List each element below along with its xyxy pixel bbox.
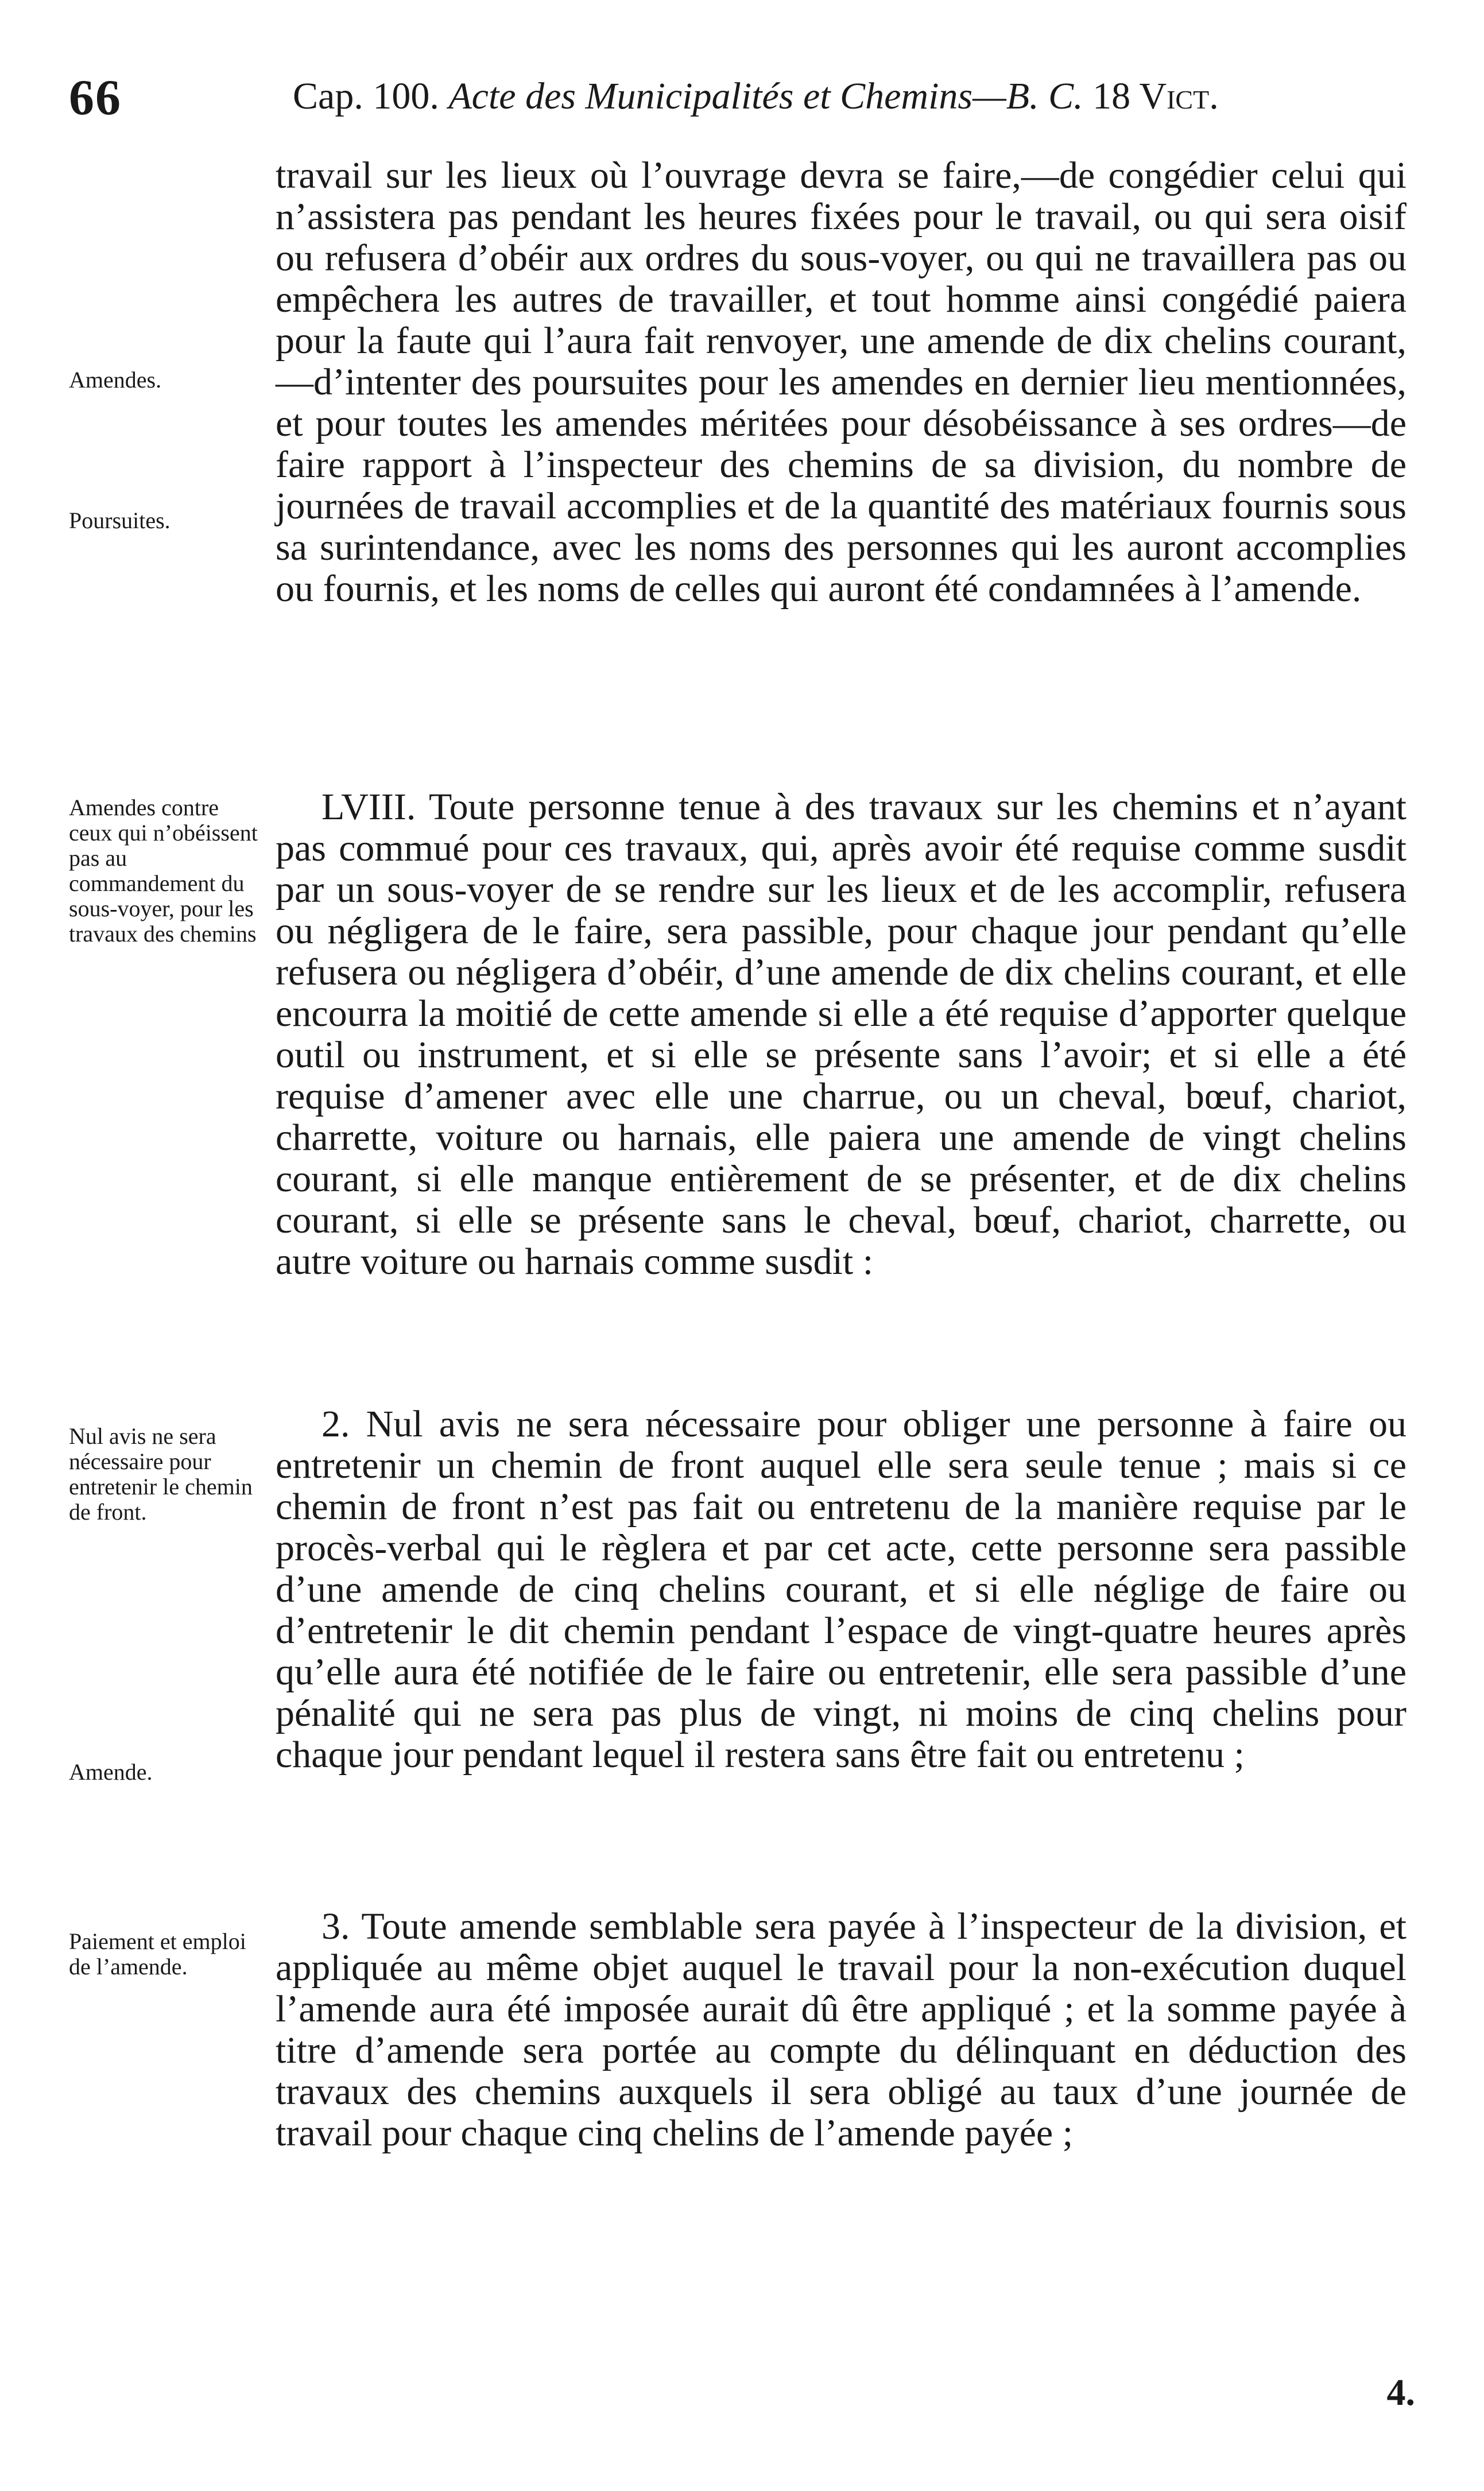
subsection-2 [276, 1404, 1406, 1776]
body-continuation [276, 155, 1406, 610]
paragraph-section-lviii: LVIII. Toute personne tenue à des travaux sur les chemins et n’ayant pas commué pour ces travaux, qui, après avoir été requise comme susdit par un sous-voyer de se rendre sur les lieux et de les accomplir, refusera ou négligera de le faire, sera passible, pour chaque jour pendant qu’elle refusera ou négligera d’obéir, d’une amende de dix chelins courant, et elle encourra la moitié de cette amende si elle a été requise d’apporter quelque outil ou instrument, et si elle se présente sans l’avoir; et si elle a été requise d’amener avec elle une charrue, ou un cheval, bœuf, chariot, charrette, voiture ou harnais, elle paiera une amende de vingt chelins courant, si elle manque entièrement de se présenter, et de dix chelins courant, si elle se présente sans le cheval, bœuf, chariot, charrette, ou autre voiture ou harnais comme susdit : [276, 786, 1406, 1283]
running-head [293, 75, 1219, 118]
paragraph-subsection-3: 3. Toute amende semblable sera payée à l’inspecteur de la division, et appliquée au même objet auquel le travail pour la non-exécution duquel l’amende aura été imposée aurait dû être appliqué ; et la somme payée à titre d’amende sera portée au compte du délinquant en déduction des travaux des chemins auxquels il sera obligé au taux d’une journée de travail pour chaque cinq chelins de l’amende payée ; [276, 1905, 1406, 2154]
margin-note-paiement: Paiement et emploi de l’amende. [69, 1928, 246, 1979]
page-number: 66 [69, 70, 122, 126]
page-header [69, 69, 1412, 132]
margin-note-amendes: Amendes. [69, 367, 162, 393]
paragraph-subsection-2: 2. Nul avis ne sera nécessaire pour obliger une personne à faire ou entretenir un chemin de front auquel elle sera seule tenue ; mais si ce chemin de front n’est pas fait ou entretenu de la manière requise par le procès-verbal qui le règlera et par cet acte, cette personne sera passible d’une amende de cinq chelins courant, et si elle néglige de faire ou d’entretenir le dit chemin pendant l’espace de vingt-quatre heures après qu’elle aura été notifiée de le faire ou entretenir, elle sera passible d’une pénalité qui ne sera pas plus de vingt, ni moins de cinq chelins pour chaque jour pendant lequel il restera sans être fait ou entretenu ; [276, 1403, 1406, 1776]
reign-label: 18 Vict. [1092, 75, 1219, 117]
paragraph-continuation: travail sur les lieux où l’ouvrage devra se faire,—de congédier celui qui n’assistera pas pendant les heures fixées pour le travail, ou qui sera oisif ou refusera d’obéir aux ordres du sous-voyer, ou qui ne travaillera pas ou empêchera les autres de travailler, et tout homme ainsi congédié paiera pour la faute qui l’aura fait renvoyer, une amende de dix chelins courant,—d’intenter des poursuites pour les amendes en dernier lieu mentionnées, et pour toutes les amendes méritées pour désobéissance à ses ordres—de faire rapport à l’inspecteur des chemins de sa division, du nombre de journées de travail accomplies et de la quantité des matériaux fournis sous sa surintendance, avec les noms des personnes qui les auront accomplies ou fournis, et les noms de celles qui auront été condamnées à l’amende. [276, 154, 1406, 610]
chapter-label: Cap. 100. [293, 75, 439, 117]
act-title: Acte des Municipalités et Chemins—B. C. [448, 75, 1083, 117]
margin-note-poursuites: Poursuites. [69, 508, 171, 533]
margin-note-nul-avis: Nul avis ne sera nécessaire pour entretenir le chemin de front. [69, 1423, 253, 1525]
signature-mark: 4. [1386, 2372, 1415, 2413]
subsection-3 [276, 1906, 1406, 2154]
margin-note-amende: Amende. [69, 1759, 153, 1785]
margin-note-amendes-contre: Amendes contre ceux qui n’obéissent pas au commandement du sous-voyer, pour les travaux des chemins [69, 795, 258, 947]
section-lviii [276, 787, 1406, 1283]
